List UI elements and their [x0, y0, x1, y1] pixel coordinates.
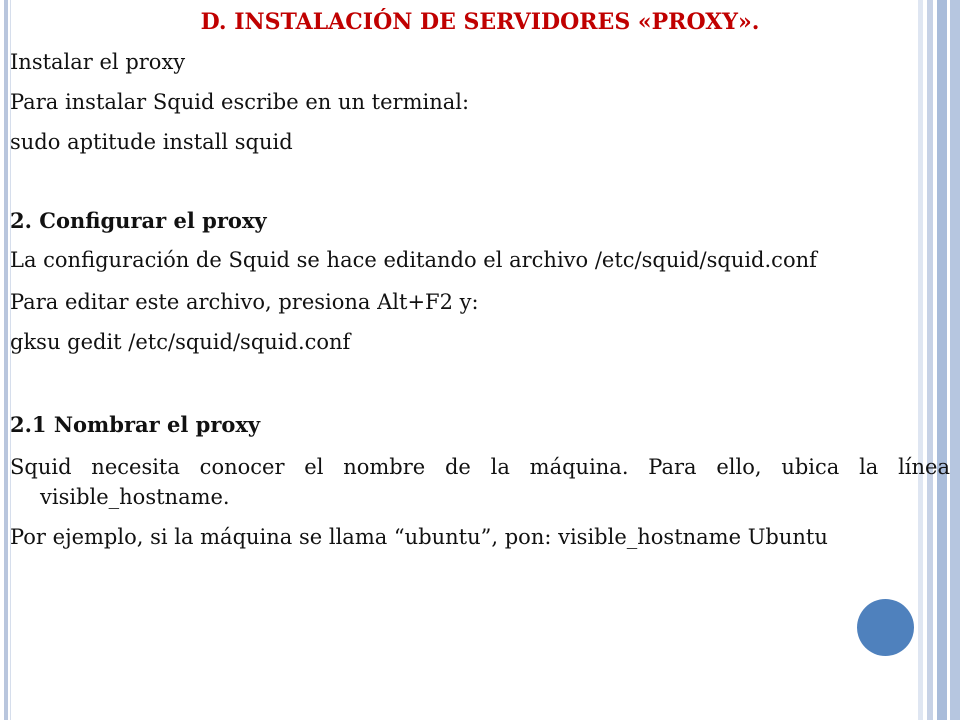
slide-title: D. INSTALACIÓN DE SERVIDORES «PROXY». — [200, 9, 760, 35]
command-line: sudo aptitude install squid — [10, 130, 293, 154]
text-paragraph: Squid necesita conocer el nombre de la máquina. Para ello, ubica la línea visible_hostname. — [10, 455, 950, 509]
text-line: La configuración de Squid se hace editando el archivo /etc/squid/squid.conf — [10, 248, 817, 272]
text-paragraph: Por ejemplo, si la máquina se llama “ubuntu”, pon: visible_hostname Ubuntu — [10, 525, 828, 549]
section-heading: 2.1 Nombrar el proxy — [10, 412, 261, 437]
text-line: Para editar este archivo, presiona Alt+F2 y: — [10, 290, 479, 314]
command-line: gksu gedit /etc/squid/squid.conf — [10, 330, 351, 354]
section-heading: 2. Configurar el proxy — [10, 208, 267, 233]
text-line: Para instalar Squid escribe en un terminal: — [10, 90, 470, 114]
text-line: Instalar el proxy — [10, 50, 186, 74]
